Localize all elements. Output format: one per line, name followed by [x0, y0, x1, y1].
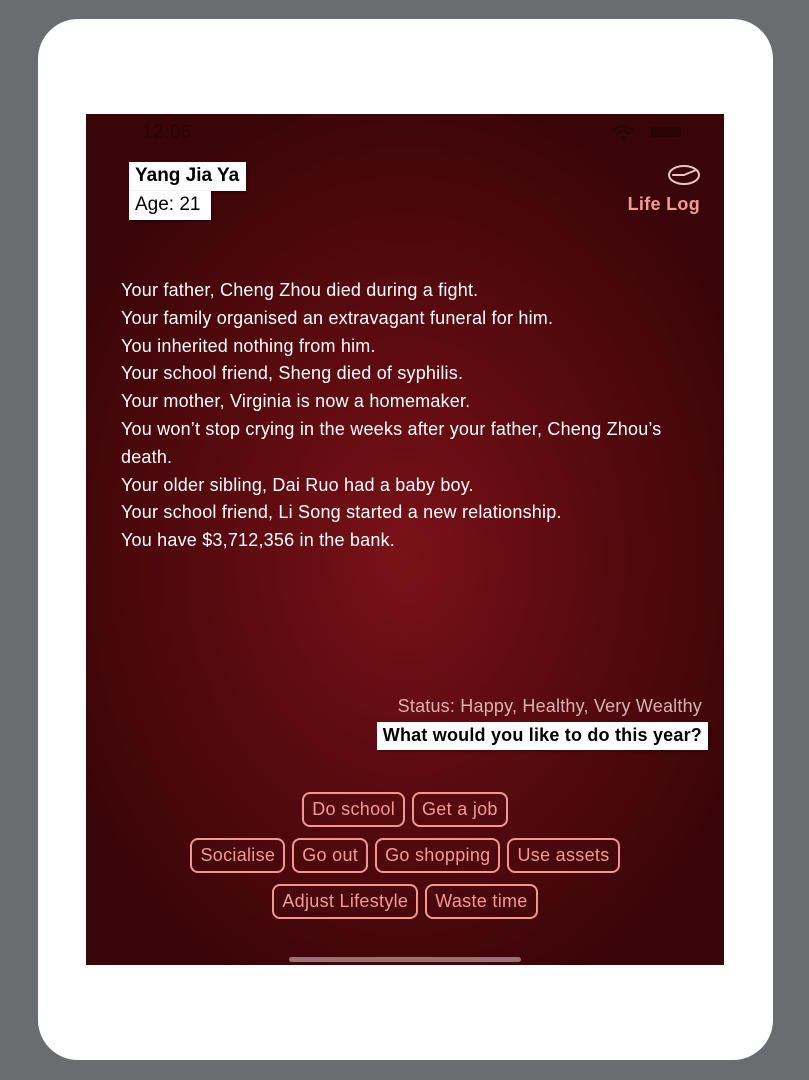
- action-buttons: [86, 792, 724, 930]
- life-log-button[interactable]: Life Log: [627, 194, 700, 214]
- get-a-job-button[interactable]: Get a job: [412, 792, 508, 827]
- action-row: [86, 838, 724, 873]
- go-shopping-button[interactable]: Go shopping: [375, 838, 500, 873]
- battery-icon: [651, 127, 681, 137]
- log-line: You have $3,712,356 in the bank.: [121, 530, 395, 551]
- adjust-lifestyle-button[interactable]: Adjust Lifestyle: [272, 884, 418, 919]
- status-summary: Status: Happy, Healthy, Very Wealthy: [397, 696, 702, 716]
- log-line: Your school friend, Sheng died of syphilis.: [121, 363, 464, 384]
- action-row: [86, 792, 724, 827]
- character-age: Age: 21: [129, 191, 211, 220]
- socialise-button[interactable]: Socialise: [190, 838, 285, 873]
- wifi-icon: [612, 125, 634, 141]
- action-row: [86, 884, 724, 919]
- game-screen: [86, 114, 724, 965]
- waste-time-button[interactable]: Waste time: [425, 884, 537, 919]
- do-school-button[interactable]: Do school: [302, 792, 405, 827]
- log-line: You inherited nothing from him.: [121, 335, 376, 356]
- go-out-button[interactable]: Go out: [292, 838, 368, 873]
- log-line: Your family organised an extravagant funeral for him.: [121, 307, 554, 328]
- year-prompt: What would you like to do this year?: [377, 722, 708, 750]
- log-line: Your father, Cheng Zhou died during a fight.: [121, 280, 479, 300]
- log-line: Your mother, Virginia is now a homemaker.: [121, 391, 471, 412]
- log-line: You won’t stop crying in the weeks after your father, Cheng Zhou’s death.: [121, 418, 662, 467]
- log-line: Your older sibling, Dai Ruo had a baby boy.: [121, 474, 474, 495]
- character-name: Yang Jia Ya: [129, 162, 246, 191]
- status-time: 12:06: [142, 122, 193, 143]
- life-event-log: [121, 277, 691, 555]
- use-assets-button[interactable]: Use assets: [507, 838, 619, 873]
- home-indicator[interactable]: [289, 957, 521, 962]
- clock-icon[interactable]: [666, 163, 702, 187]
- log-line: Your school friend, Li Song started a new relationship.: [121, 502, 562, 523]
